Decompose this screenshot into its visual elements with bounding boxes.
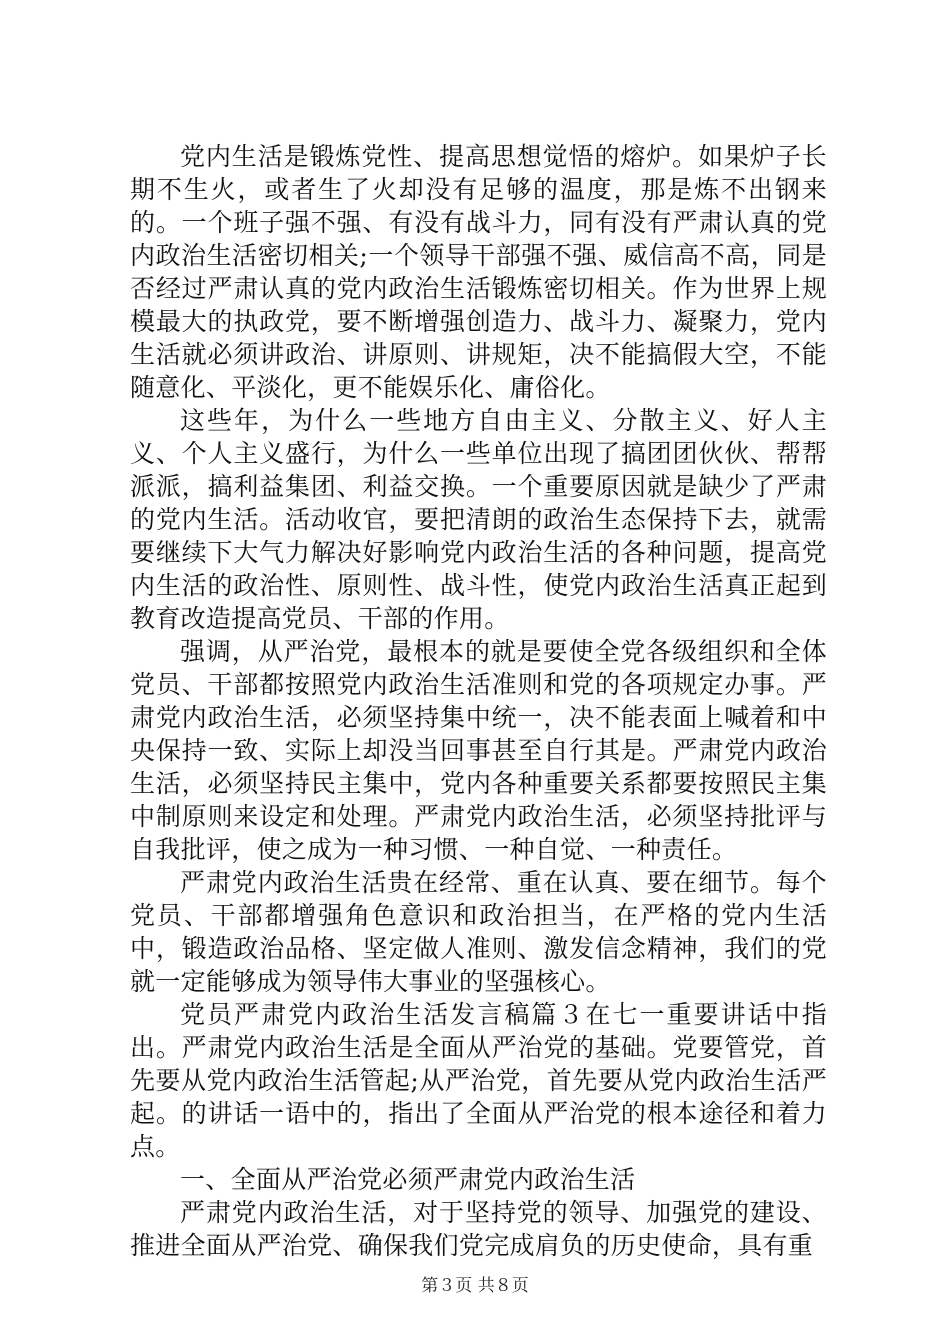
paragraph-1: 党内生活是锻炼党性、提高思想觉悟的熔炉。如果炉子长期不生火，或者生了火却没有足够的温度，那是炼不出钢来的。一个班子强不强、有没有战斗力，同有没有严肃认真的党内政治生活密切相关;一个领导干部强不强、威信高不高，同是否经过严肃认真的党内政治生活锻炼密切相关。作为世界上规模最大的执政党，要不断增强创造力、战斗力、凝聚力，党内生活就必须讲政治、讲原则、讲规矩，决不能搞假大空，不能随意化、平淡化，更不能娱乐化、庸俗化。: [130, 142, 827, 402]
page-number: 第３页: [421, 1276, 473, 1296]
paragraph-5: 党员严肃党内政治生活发言稿篇３在七一重要讲话中指出。严肃党内政治生活是全面从严治党的基础。党要管党，首先要从党内政治生活管起;从严治党，首先要从党内政治生活严起。的讲话一语中的，指出了全面从严治党的根本途径和着力点。: [130, 1000, 827, 1161]
paragraph-3: 强调，从严治党，最根本的就是要使全党各级组织和全体党员、干部都按照党内政治生活准则和党的各项规定办事。严肃党内政治生活，必须坚持集中统一，决不能表面上喊着和中央保持一致、实际上却没当回事甚至自行其是。严肃党内政治生活，必须坚持民主集中，党内各种重要关系都要按照民主集中制原则来设定和处理。严肃党内政治生活，必须坚持批评与自我批评，使之成为一种习惯、一种自觉、一种责任。: [130, 637, 827, 864]
paragraph-6: 严肃党内政治生活，对于坚持党的领导、加强党的建设、推进全面从严治党、确保我们党完成肩负的历史使命，具有重: [130, 1198, 827, 1260]
page-footer: [0, 1271, 950, 1296]
paragraph-4: 严肃党内政治生活贵在经常、重在认真、要在细节。每个党员、干部都增强角色意识和政治担当，在严格的党内生活中，锻造政治品格、坚定做人准则、激发信念精神，我们的党就一定能够成为领导伟大事业的坚强核心。: [130, 868, 827, 996]
document-body: [130, 140, 827, 1262]
page-total: 共８页: [477, 1276, 529, 1296]
paragraph-2: 这些年，为什么一些地方自由主义、分散主义、好人主义、个人主义盛行，为什么一些单位出现了搞团团伙伙、帮帮派派，搞利益集团、利益交换。一个重要原因就是缺少了严肃的党内生活。活动收官，要把清朗的政治生态保持下去，就需要继续下大气力解决好影响党内政治生活的各种问题，提高党内生活的政治性、原则性、战斗性，使党内政治生活真正起到教育改造提高党员、干部的作用。: [130, 406, 827, 633]
section-heading: 一、全面从严治党必须严肃党内政治生活: [180, 1165, 636, 1194]
